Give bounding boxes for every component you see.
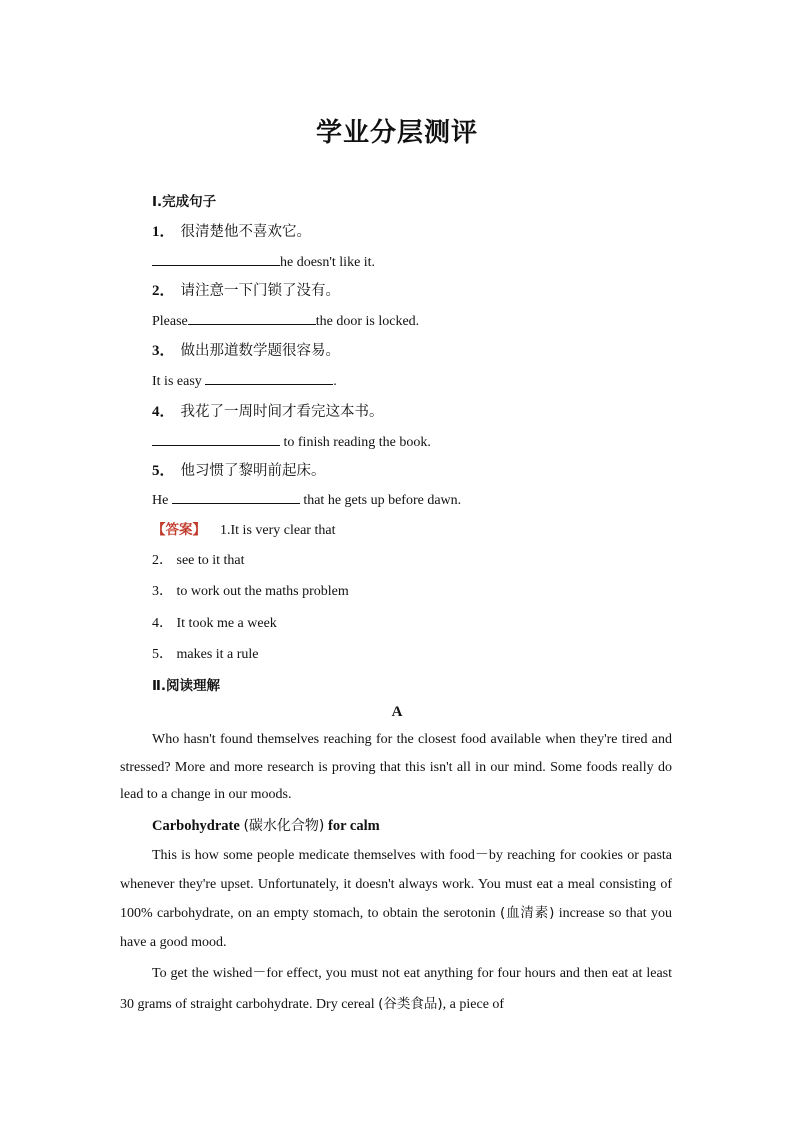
section-heading-complete-sentences: Ⅰ.完成句子 bbox=[152, 194, 217, 210]
page-title: 学业分层测评 bbox=[315, 118, 478, 148]
answer-line-2: 2． see to it that bbox=[152, 553, 245, 568]
question-2-chinese: 2． 请注意一下门锁了没有。 bbox=[152, 283, 341, 299]
answer-line-4: 4． It took me a week bbox=[152, 616, 277, 631]
question-3-sentence: It is easy . bbox=[152, 370, 337, 390]
answer-blank[interactable] bbox=[188, 310, 316, 325]
subheading-carbohydrate: Carbohydrate (碳水化合物) for calm bbox=[152, 818, 380, 834]
answer-line-5: 5． makes it a rule bbox=[152, 647, 259, 662]
answer-blank[interactable] bbox=[172, 489, 300, 504]
question-2-sentence: Please the door is locked. bbox=[152, 310, 419, 330]
paragraph-2: This is how some people medicate themselves with food－by reaching for cookies or pasta whenever they're upset. Unfortunately, it doesn't always work. You must eat a meal consisting of 100% carbohydrate, on an empty stomach, to obtain the serotonin (血清素) increase so that you have a good mood. bbox=[120, 848, 672, 950]
question-1-chinese: 1． 很清楚他不喜欢它。 bbox=[152, 224, 312, 240]
answer-blank[interactable] bbox=[152, 251, 280, 266]
answer-line-1: 【答案】 1.It is very clear that bbox=[152, 522, 336, 538]
paragraph-1: Who hasn't found themselves reaching for the closest food available when they're tired and stressed? More and more research is proving that this isn't all in our mind. Some foods really do lead to a change in our moods. bbox=[120, 732, 672, 802]
passage-label: A bbox=[391, 704, 403, 720]
question-5-sentence: He that he gets up before dawn. bbox=[152, 489, 461, 509]
paragraph-3: To get the wished－for effect, you must not eat anything for four hours and then eat at least 30 grams of straight carbohydrate. Dry cereal (谷类食品), a piece of bbox=[120, 966, 672, 1012]
answer-blank[interactable] bbox=[205, 370, 333, 385]
question-5-chinese: 5． 他习惯了黎明前起床。 bbox=[152, 463, 326, 479]
answer-blank[interactable] bbox=[152, 431, 280, 446]
question-3-chinese: 3． 做出那道数学题很容易。 bbox=[152, 343, 341, 359]
answer-label: 【答案】 bbox=[152, 522, 206, 538]
question-4-sentence: to finish reading the book. bbox=[152, 431, 431, 451]
section-heading-reading: Ⅱ.阅读理解 bbox=[152, 678, 221, 694]
answer-line-3: 3． to work out the maths problem bbox=[152, 584, 349, 599]
question-1-sentence: he doesn't like it. bbox=[152, 251, 375, 271]
question-4-chinese: 4． 我花了一周时间才看完这本书。 bbox=[152, 404, 384, 420]
